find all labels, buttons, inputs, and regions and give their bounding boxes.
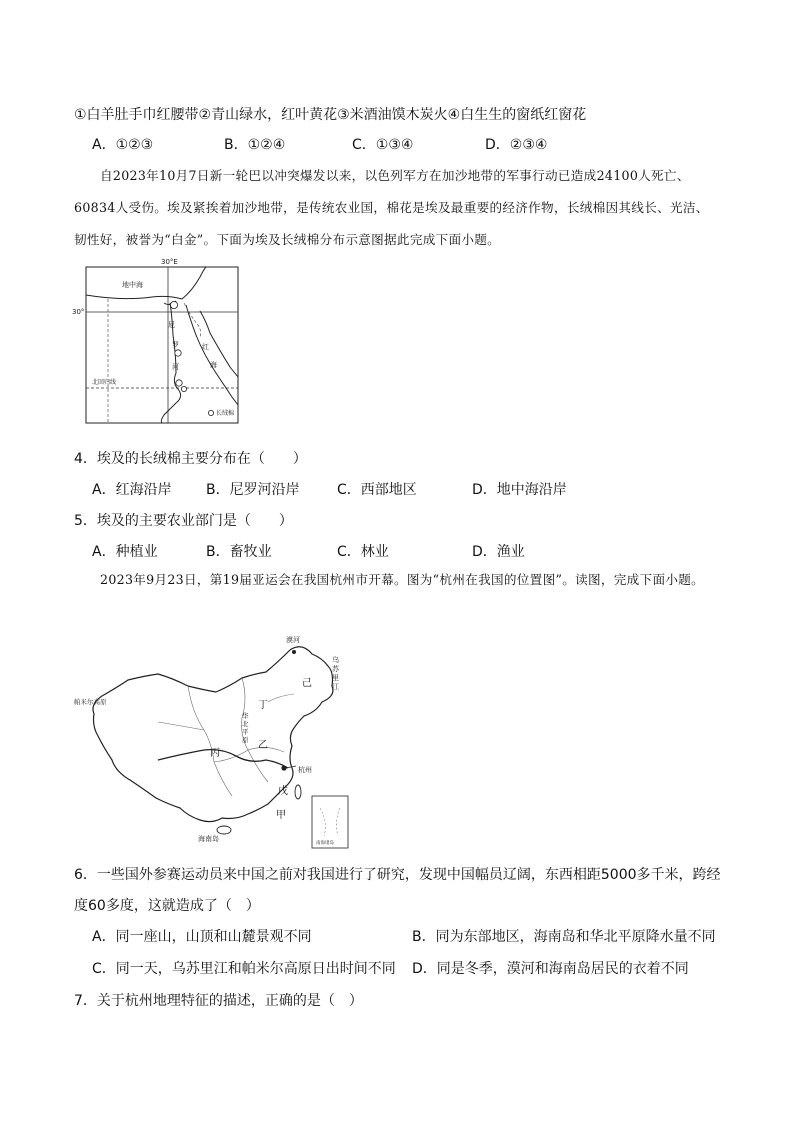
hangzhou-label: 杭州 <box>298 766 312 774</box>
option-a[interactable]: A．同一座山，山顶和山麓景观不同 <box>92 929 312 945</box>
hainan-label: 海南岛 <box>198 835 219 843</box>
huabei-char-4: 原 <box>242 736 249 744</box>
region-ji: 己 <box>302 678 312 689</box>
question-6-stem-line2: 度60多度，这就造成了（ ） <box>74 898 260 914</box>
wusuli-char-1: 乌 <box>332 656 339 664</box>
option-d[interactable]: D．地中海沿岸 <box>472 482 567 498</box>
question-7-stem: 7．关于杭州地理特征的描述，正确的是（ ） <box>74 993 363 1009</box>
egypt-cotton-map <box>72 255 250 425</box>
option-d[interactable]: D．渔业 <box>472 544 525 560</box>
inset-label: 南海诸岛 <box>316 841 334 846</box>
option-d[interactable]: D．②③④ <box>485 137 548 153</box>
mediterranean-label: 地中海 <box>122 281 143 289</box>
lat-label: 30° <box>72 308 85 316</box>
option-b[interactable]: B．①②④ <box>224 137 286 153</box>
passage-hangzhou: 2023年9月23日，第19届亚运会在我国杭州市开幕。图为“杭州在我国的位置图”。读图，完成下面小题。 <box>100 572 705 587</box>
china-location-map <box>72 632 362 852</box>
option-c[interactable]: C．①③④ <box>352 137 414 153</box>
wusuli-char-3: 里 <box>332 674 339 682</box>
question-5-stem: 5．埃及的主要农业部门是（ ） <box>74 513 293 529</box>
region-ding: 丁 <box>258 700 268 711</box>
huabei-char-2: 北 <box>242 720 249 728</box>
pamir-label: 帕米尔高原 <box>74 698 107 706</box>
passage-egypt: 自2023年10月7日新一轮巴以冲突爆发以来，以色列军方在加沙地带的军事行动已造成24100人死亡、60834人受伤。埃及紧挨着加沙地带，是传统农业国，棉花是埃及最重要的经济作物，长绒棉因其线长、光洁、韧性好，被誉为“白金”。下面为埃及长绒棉分布示意图据此完成下面小题。 <box>74 168 709 247</box>
nile-char-1: 尼 <box>168 321 175 329</box>
lon-label: 30°E <box>161 258 178 266</box>
tropic-label: 北回归线 <box>92 379 117 386</box>
option-c[interactable]: C．林业 <box>337 544 389 560</box>
nile-char-3: 河 <box>172 363 179 371</box>
red-sea-char-2: 海 <box>210 361 217 369</box>
red-sea-char-1: 红 <box>202 343 209 351</box>
region-yi: 乙 <box>258 740 268 751</box>
legend-cotton-icon <box>208 410 213 415</box>
hainan-island <box>217 826 231 834</box>
region-wu: 戊 <box>278 786 288 797</box>
question-4-stem: 4．埃及的长绒棉主要分布在（ ） <box>74 451 307 467</box>
question-3-materials: ①白羊肚手巾红腰带②青山绿水，红叶黄花③米酒油馍木炭火④白生生的窗纸红窗花 <box>74 107 587 123</box>
option-a[interactable]: A．红海沿岸 <box>92 482 172 498</box>
option-b[interactable]: B．同为东部地区，海南岛和华北平原降水量不同 <box>412 929 716 945</box>
option-a[interactable]: A．①②③ <box>92 137 154 153</box>
nile-char-2: 罗 <box>172 341 179 349</box>
option-b[interactable]: B．尼罗河沿岸 <box>206 482 300 498</box>
option-c[interactable]: C．同一天，乌苏里江和帕米尔高原日出时间不同 <box>92 961 396 977</box>
option-b[interactable]: B．畜牧业 <box>206 544 272 560</box>
legend-label: 长绒棉 <box>216 410 235 417</box>
mohe-label: 漠河 <box>286 636 300 644</box>
huabei-char-3: 平 <box>242 728 249 736</box>
wusuli-char-4: 江 <box>332 683 339 691</box>
question-6-stem-line1: 6．一些国外参赛运动员来中国之前对我国进行了研究，发现中国幅员辽阔，东西相距5000多千米，跨经 <box>74 867 721 883</box>
option-a[interactable]: A．种植业 <box>92 544 158 560</box>
huabei-char-1: 华 <box>242 712 249 720</box>
region-bing: 丙 <box>210 748 220 759</box>
wusuli-char-2: 苏 <box>332 665 339 673</box>
region-jia: 甲 <box>276 810 286 821</box>
hangzhou-marker <box>281 765 286 770</box>
option-d[interactable]: D．同是冬季，漠河和海南岛居民的衣着不同 <box>412 961 689 977</box>
option-c[interactable]: C．西部地区 <box>337 482 417 498</box>
